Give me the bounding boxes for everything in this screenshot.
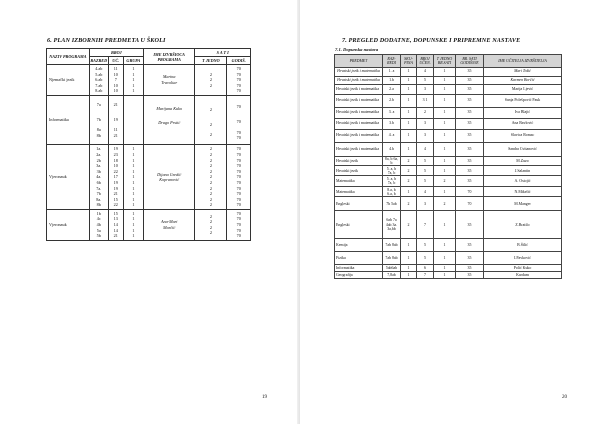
predmet-cell: Hrvatski jezik i matematika (335, 94, 383, 107)
ucitelj-cell: Marija Ljević (484, 84, 562, 94)
razredi-cell: 7b 5ab (383, 197, 401, 211)
godisnje-cell: 35 (456, 211, 484, 239)
predmet-cell: Hrvatski jezik (335, 166, 383, 176)
razred-cell: 4.ab 5.ab 6.ab 7.ab 8.ab (89, 65, 108, 96)
tjedno-cell: 1 (434, 265, 456, 272)
header-tjedno: T JEDNO BR.SATI (434, 55, 456, 68)
predmet-cell: Matematika (335, 176, 383, 187)
table-row (335, 118, 562, 129)
skupina-cell: 1 (401, 272, 417, 279)
ucitelj-cell: Karmen Borčić (484, 76, 562, 84)
table-row (335, 107, 562, 118)
godisnje-cell: 35 (456, 67, 484, 76)
grupa-cell (123, 95, 143, 144)
teacher-cell: Ana-Mari Marčić (144, 209, 195, 240)
subject-cell: Informatika (47, 95, 90, 144)
skupina-cell: 2 (401, 211, 417, 239)
teacher-cell: Marina Travoltar (144, 65, 195, 96)
tjedno-cell: 1 (434, 94, 456, 107)
predmet-cell: Kemija (335, 239, 383, 252)
skupina-cell: 2 (401, 156, 417, 166)
table-row (335, 265, 562, 272)
header-predmet: PREDMET (335, 55, 383, 68)
grupa-cell: 1 1 1 1 1 (123, 209, 143, 240)
table-row (335, 166, 562, 176)
broj-cell: 5 (417, 239, 434, 252)
skupina-cell: 1 (401, 107, 417, 118)
tjedno-cell: 2 2 2 (195, 95, 227, 144)
header-godis: GODIŠ. (227, 57, 251, 65)
header-broj: BROJ (89, 49, 143, 57)
predmet-cell: Hrvatski jezik i matematika (335, 107, 383, 118)
table-row (335, 129, 562, 142)
godisnje-cell: 35 (456, 156, 484, 166)
tjedno-cell: 1 (434, 211, 456, 239)
skupina-cell: 1 (401, 67, 417, 76)
godisnje-cell: 35 (456, 76, 484, 84)
broj-cell: 5 (417, 252, 434, 265)
tjedno-cell: 1 (434, 118, 456, 129)
table-row (335, 94, 562, 107)
broj-cell: 3 (417, 197, 434, 211)
right-page (300, 0, 600, 424)
godis-cell: 70 70 70 70 70 (227, 209, 251, 240)
header-ucitelj: IME UČITELJA IZVRŠITELJA (484, 55, 562, 68)
tjedno-cell: 2 (434, 176, 456, 187)
predmet-cell: Fizika (335, 252, 383, 265)
tjedno-cell: 1 (434, 129, 456, 142)
broj-cell: 5 (417, 76, 434, 84)
razredi-cell: 7ab 8ab (383, 239, 401, 252)
subject-cell: Njemački jezik (47, 65, 90, 96)
skupina-cell: 1 (401, 129, 417, 142)
ucitelj-cell: Polić Kuko (484, 265, 562, 272)
header-broj-ucen: BROJ UČEN. (417, 55, 434, 68)
godisnje-cell: 35 (456, 239, 484, 252)
razredi-cell: 2.a (383, 84, 401, 94)
table-row (335, 76, 562, 84)
table-row (335, 239, 562, 252)
section-7-heading: 7. PREGLED DODATNE, DOPUNSKE I PRIPREMNE NASTAVE (342, 37, 521, 44)
table-row (335, 142, 562, 156)
predmet-cell: Hrvatski jezik (335, 156, 383, 166)
tjedno-cell: 1 (434, 76, 456, 84)
razredi-cell: 3.b (383, 118, 401, 129)
ucitelj-cell: Z.Bratilo (484, 211, 562, 239)
tjedno-cell: 1 (434, 84, 456, 94)
elective-plan-table (46, 48, 251, 241)
skupina-cell: 1 (401, 265, 417, 272)
razredi-cell: 3. a (383, 107, 401, 118)
remedial-teaching-table (334, 54, 562, 279)
godisnje-cell: 35 (456, 142, 484, 156)
broj-cell: 3 (417, 84, 434, 94)
godisnje-cell: 35 (456, 118, 484, 129)
header-uc: UČ. (108, 57, 123, 65)
razredi-cell: 5. a, b 7a, b (383, 166, 401, 176)
tjedno-cell: 2 2 2 2 2 2 2 2 2 2 2 (195, 145, 227, 210)
table-row (335, 252, 562, 265)
skupina-cell: 1 (401, 84, 417, 94)
godis-cell: 70 70 70 70 (227, 95, 251, 144)
header-sati: S A T I (195, 49, 251, 57)
razredi-cell: 7,8ab (383, 272, 401, 279)
ucitelj-cell: B.Šilić (484, 239, 562, 252)
broj-cell: 3 1 (417, 94, 434, 107)
tjedno-cell: 2 2 2 2 (195, 209, 227, 240)
tjedno-cell: 1 (434, 142, 456, 156)
ucitelj-cell: Sanja Polešpović Pauk (484, 94, 562, 107)
godisnje-cell: 35 (456, 129, 484, 142)
predmet-cell: Geografija (335, 272, 383, 279)
page-number-right: 20 (562, 395, 567, 400)
section-7-1-subheading: 7.1. Dopunska nastava (335, 47, 379, 52)
ucitelj-cell: Slavica Romac (484, 129, 562, 142)
godisnje-cell: 35 (456, 107, 484, 118)
godisnje-cell: 35 (456, 252, 484, 265)
header-subject: NAZIV PROGRAMA (47, 49, 90, 65)
uc-cell: 19 23 18 10 22 17 19 19 21 15 22 (108, 145, 123, 210)
uc-cell: 15 13 14 14 21 (108, 209, 123, 240)
header-skupina: SKU-PINA (401, 55, 417, 68)
tjedno-cell: 1 (434, 272, 456, 279)
ucitelj-cell: M.Manger (484, 197, 562, 211)
godisnje-cell: 70 (456, 187, 484, 197)
table-row (335, 84, 562, 94)
predmet-cell: Engleski (335, 197, 383, 211)
header-teacher: IME IZVRŠIOCA PROGRAMA (144, 49, 195, 65)
table-row-vjeronauk-1 (47, 145, 251, 210)
predmet-cell: Hrvatski jezik i matematika (335, 76, 383, 84)
skupina-cell: 1 (401, 94, 417, 107)
subject-cell: Vjeronauk (47, 209, 90, 240)
table-row (335, 67, 562, 76)
skupina-cell: 1 (401, 187, 417, 197)
broj-cell: 7 (417, 272, 434, 279)
predmet-cell: Hrvatski jezik i matematika (335, 84, 383, 94)
broj-cell: 4 (417, 67, 434, 76)
skupina-cell: 1 (401, 118, 417, 129)
broj-cell: 5 (417, 166, 434, 176)
header-tjedno: T JEDNO (195, 57, 227, 65)
table-row (335, 156, 562, 166)
header-godisnje: BR. SATI GODIŠNJE (456, 55, 484, 68)
predmet-cell: Matematika (335, 187, 383, 197)
table-row (335, 197, 562, 211)
skupina-cell: 2 (401, 166, 417, 176)
teacher-cell: Dijana Gredić Kopranović (144, 145, 195, 210)
predmet-cell: Hrvatski jezik i matematika (335, 118, 383, 129)
ucitelj-cell: Sandra Cvitanović (484, 142, 562, 156)
broj-cell: 2 (417, 107, 434, 118)
godisnje-cell: 70 (456, 197, 484, 211)
uc-cell: 21 19 11 21 (108, 95, 123, 144)
table-row-informatika (47, 95, 251, 144)
ucitelj-cell: M.Zuzo (484, 156, 562, 166)
godisnje-cell: 35 (456, 176, 484, 187)
godis-cell: 70 70 70 70 70 (227, 65, 251, 96)
section-6-heading: 6. PLAN IZBORNIH PREDMETA U ŠKOLI (47, 37, 166, 44)
razred-cell: 1a. 2a. 2b 3a. 3b 4a. 6b 7a. 7b 8a. 8b (89, 145, 108, 210)
broj-cell: 5 (417, 156, 434, 166)
grupa-cell: 1 1 1 1 1 1 1 1 1 1 1 (123, 145, 143, 210)
tjedno-cell: 1 (434, 107, 456, 118)
predmet-cell: Engleski (335, 211, 383, 239)
broj-cell: 7 (417, 211, 434, 239)
skupina-cell: 2 (401, 176, 417, 187)
skupina-cell: 1 (401, 76, 417, 84)
broj-cell: 4 (417, 187, 434, 197)
teacher-cell: Marijana Kuko Drago Prstić (144, 95, 195, 144)
ucitelj-cell: N.Mikelić (484, 187, 562, 197)
razredi-cell: 8a, b 6a, b (383, 156, 401, 166)
razredi-cell: 6ab 7a 4ab 3a. 3a,bb (383, 211, 401, 239)
ucitelj-cell: A. Ostojić (484, 176, 562, 187)
godisnje-cell: 35 (456, 94, 484, 107)
broj-cell: 5 (417, 176, 434, 187)
predmet-cell: Informatika (335, 265, 383, 272)
ucitelj-cell: J.Salantin (484, 166, 562, 176)
table-row (335, 272, 562, 279)
razredi-cell: 2.b (383, 94, 401, 107)
ucitelj-cell: Kardum (484, 272, 562, 279)
razredi-cell: 5. a, b 7a, b (383, 176, 401, 187)
tjedno-cell: 1 (434, 252, 456, 265)
tjedno-cell: 1 (434, 67, 456, 76)
uc-cell: 11 10 7 10 10 (108, 65, 123, 96)
table-row (335, 176, 562, 187)
razredi-cell: 7ab 8ab (383, 252, 401, 265)
broj-cell: 4 (417, 142, 434, 156)
tjedno-cell: 2 2 2 (195, 65, 227, 96)
razredi-cell: 5ab6ab (383, 265, 401, 272)
godis-cell: 70 70 70 70 70 70 70 70 70 70 70 (227, 145, 251, 210)
skupina-cell: 1 (401, 239, 417, 252)
razredi-cell: 4.b (383, 142, 401, 156)
broj-cell: 3 (417, 129, 434, 142)
godisnje-cell: 35 (456, 84, 484, 94)
ucitelj-cell: Iva Blajić (484, 107, 562, 118)
razred-cell: 7a 7b 8a 8b (89, 95, 108, 144)
ucitelj-cell: I.Pavković (484, 252, 562, 265)
table-row-njemacki (47, 65, 251, 96)
table-row-vjeronauk-2 (47, 209, 251, 240)
razred-cell: 1b 4c 4b 5a 5b (89, 209, 108, 240)
ucitelj-cell: Ana Bavlović (484, 118, 562, 129)
godisnje-cell: 35 (456, 272, 484, 279)
tjedno-cell: 1 (434, 239, 456, 252)
godisnje-cell: 35 (456, 265, 484, 272)
tjedno-cell: 1 (434, 156, 456, 166)
skupina-cell: 1 (401, 142, 417, 156)
subject-cell: Vjeronauk (47, 145, 90, 210)
razredi-cell: 1.b (383, 76, 401, 84)
tjedno-cell: 2 (434, 197, 456, 211)
godisnje-cell: 35 (456, 166, 484, 176)
tjedno-cell: 1 (434, 166, 456, 176)
razredi-cell: 1. a (383, 67, 401, 76)
header-razred: RAZRED (90, 58, 108, 63)
broj-cell: 3 (417, 118, 434, 129)
predmet-cell: Hrvatski jezik i matematika (335, 129, 383, 142)
header-razredi: RAZ-REDI (383, 55, 401, 68)
skupina-cell: 2 (401, 197, 417, 211)
tjedno-cell: 1 (434, 187, 456, 197)
grupa-cell: 1 1 1 1 1 (123, 65, 143, 96)
table-row (335, 211, 562, 239)
predmet-cell: Hrvatski jezik i matematika (335, 142, 383, 156)
header-grupa: GRUPA (123, 57, 143, 65)
skupina-cell: 1 (401, 252, 417, 265)
table-row (335, 187, 562, 197)
predmet-cell: Hrvatski jezik i matematika (335, 67, 383, 76)
razredi-cell: 8.a, b 6.a, b (383, 187, 401, 197)
razredi-cell: 4. a (383, 129, 401, 142)
page-number-left: 19 (262, 395, 267, 400)
ucitelj-cell: Mari Tošić (484, 67, 562, 76)
broj-cell: 6 (417, 265, 434, 272)
